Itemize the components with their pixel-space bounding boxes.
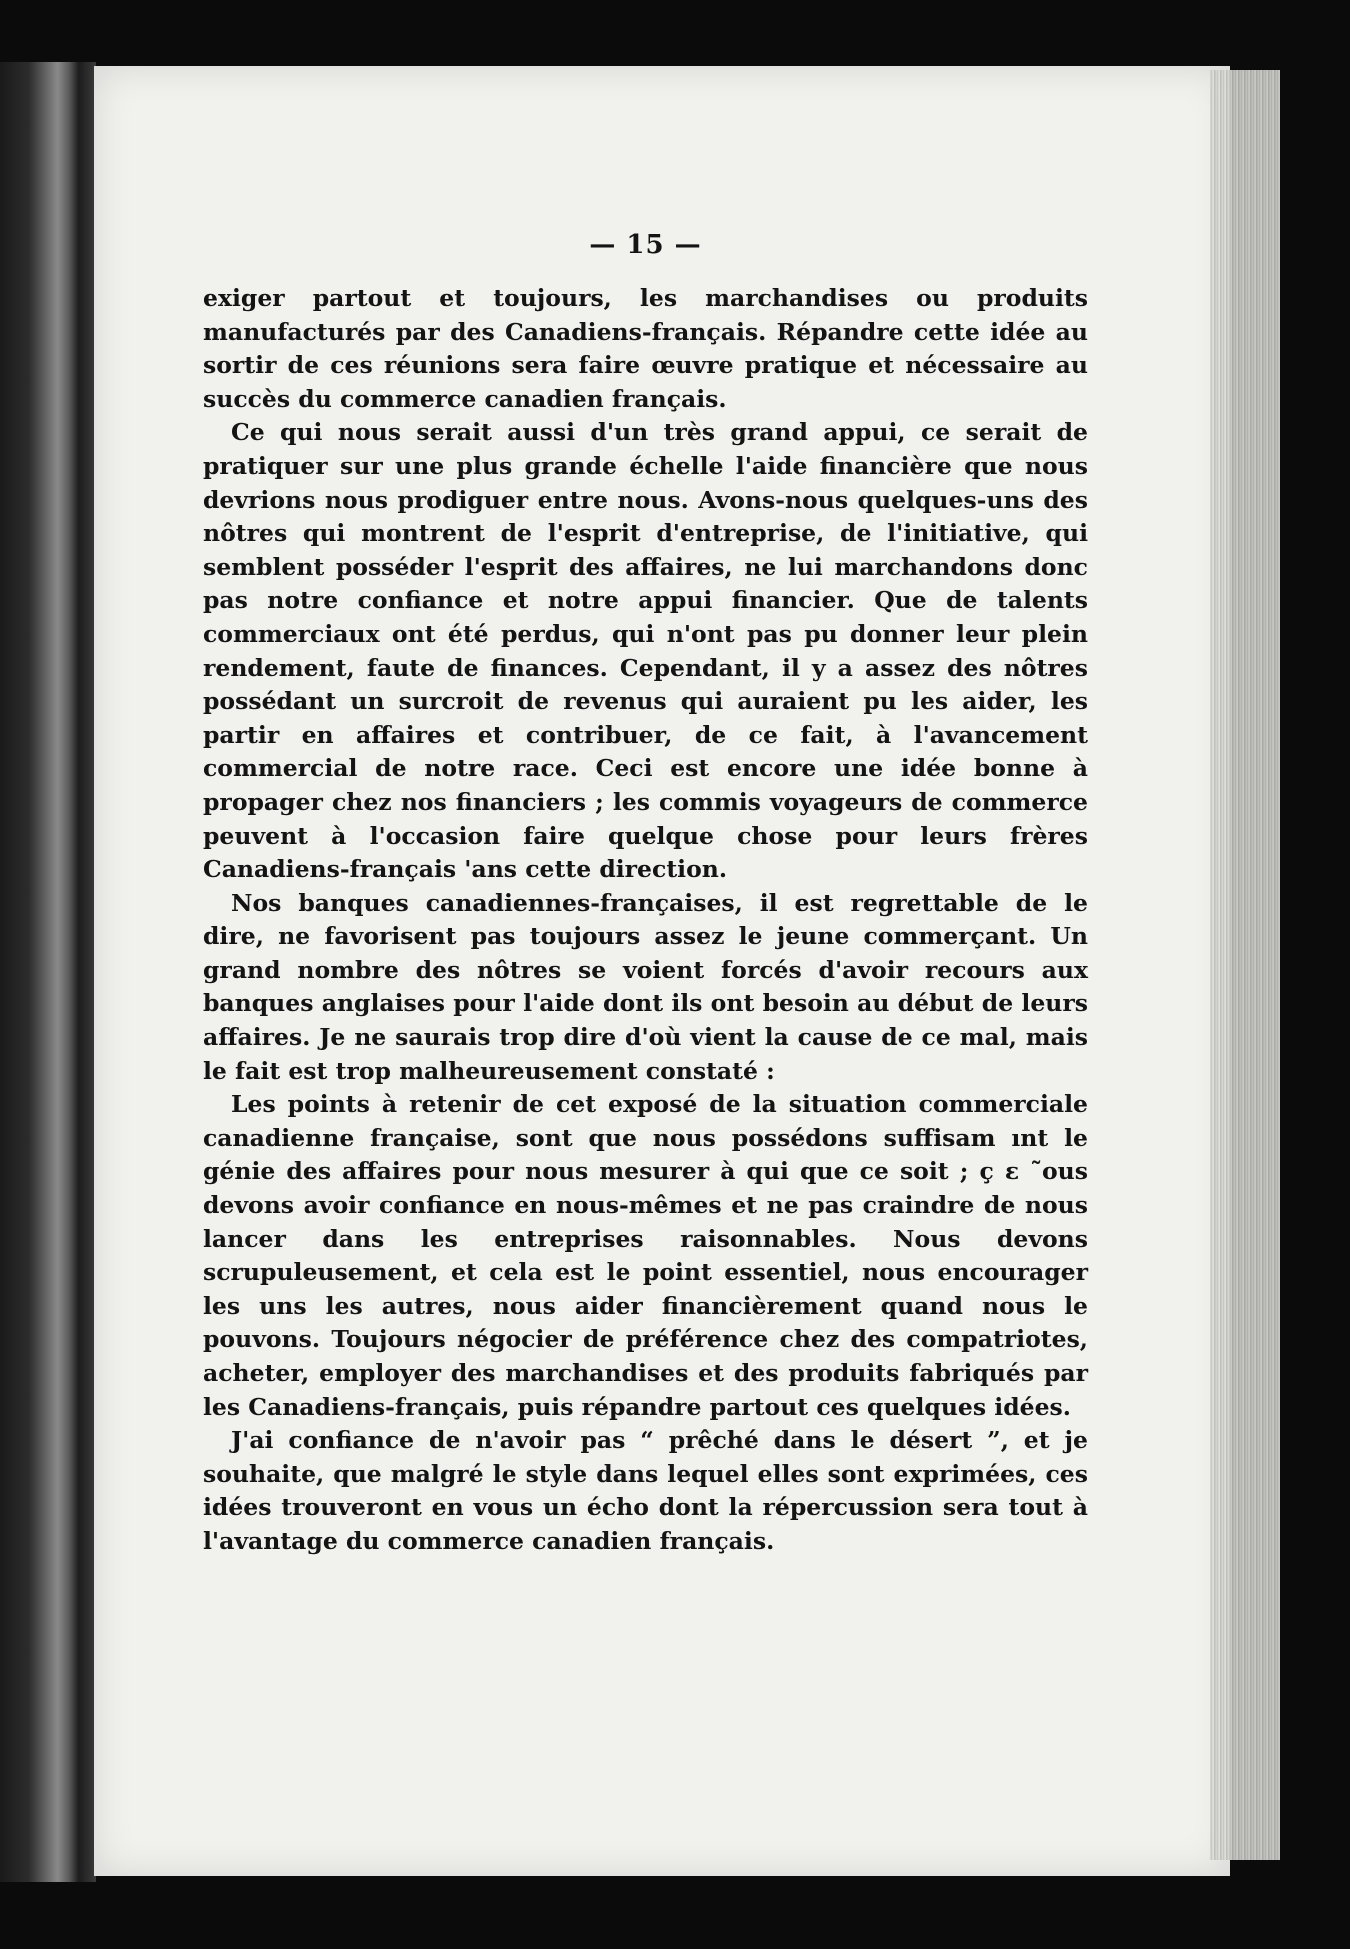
page-content bbox=[203, 230, 1088, 1559]
page-number: — 15 — bbox=[589, 230, 702, 260]
page-stack-edge bbox=[1210, 70, 1280, 1860]
paragraph-1: exiger partout et toujours, les marchandises ou produits manufacturés par des Canadiens-français. Répandre cette idée au sortir de ces réunions sera faire œuvre pratique et nécessaire au succès du commerce canadien français. bbox=[203, 284, 1088, 413]
paragraph-5: J'ai confiance de n'avoir pas “ prêché dans le désert ”, et je souhaite, que malgré le style dans lequel elles sont exprimées, ces idées trouveront en vous un écho dont la répercussion sera tout à l'avantage du commerce canadien français. bbox=[203, 1426, 1088, 1555]
paragraph-2: Ce qui nous serait aussi d'un très grand appui, ce serait de pratiquer sur une plus grande échelle l'aide financière que nous devrions nous prodiguer entre nous. Avons-nous quelques-uns des nôtres qui montrent de l'esprit d'entreprise, de l'initiative, qui semblent posséder l'esprit des affaires, ne lui marchandons donc pas notre confiance et notre appui financier. Que de talents commerciaux ont été perdus, qui n'ont pas pu donner leur plein rendement, faute de finances. Cependant, il y a assez des nôtres possédant un surcroit de revenus qui auraient pu les aider, les partir en affaires et contribuer, de ce fait, à l'avancement commercial de notre race. Ceci est encore une idée bonne à propager chez nos financiers ; les commis voyageurs de commerce peuvent à l'occasion faire quelque chose pour leurs frères Canadiens-français 'ans cette direction. bbox=[203, 418, 1088, 884]
facing-page-edge bbox=[0, 62, 96, 1882]
paragraph-3: Nos banques canadiennes-françaises, il est regrettable de le dire, ne favorisent pas toujours assez le jeune commerçant. Un grand nombre des nôtres se voient forcés d'avoir recours aux banques anglaises pour l'aide dont ils ont besoin au début de leurs affaires. Je ne saurais trop dire d'où vient la cause de ce mal, mais le fait est trop malheureusement constaté : bbox=[203, 888, 1088, 1085]
paragraph-4: Les points à retenir de cet exposé de la situation commerciale canadienne française, sont que nous possédons suffisam ınt le génie des affaires pour nous mesurer à qui que ce soit ; ç ɛ ˜ous devons avoir confiance en nous-mêmes et ne pas craindre de nous lancer dans les entreprises raisonnables. Nous devons scrupuleusement, et cela est le point essentiel, nous encourager les uns les autres, nous aider financièrement quand nous le pouvons. Toujours négocier de préférence chez des compatriotes, acheter, employer des marchandises et des produits fabriqués par les Canadiens-français, puis répandre partout ces quelques idées. bbox=[203, 1090, 1088, 1421]
